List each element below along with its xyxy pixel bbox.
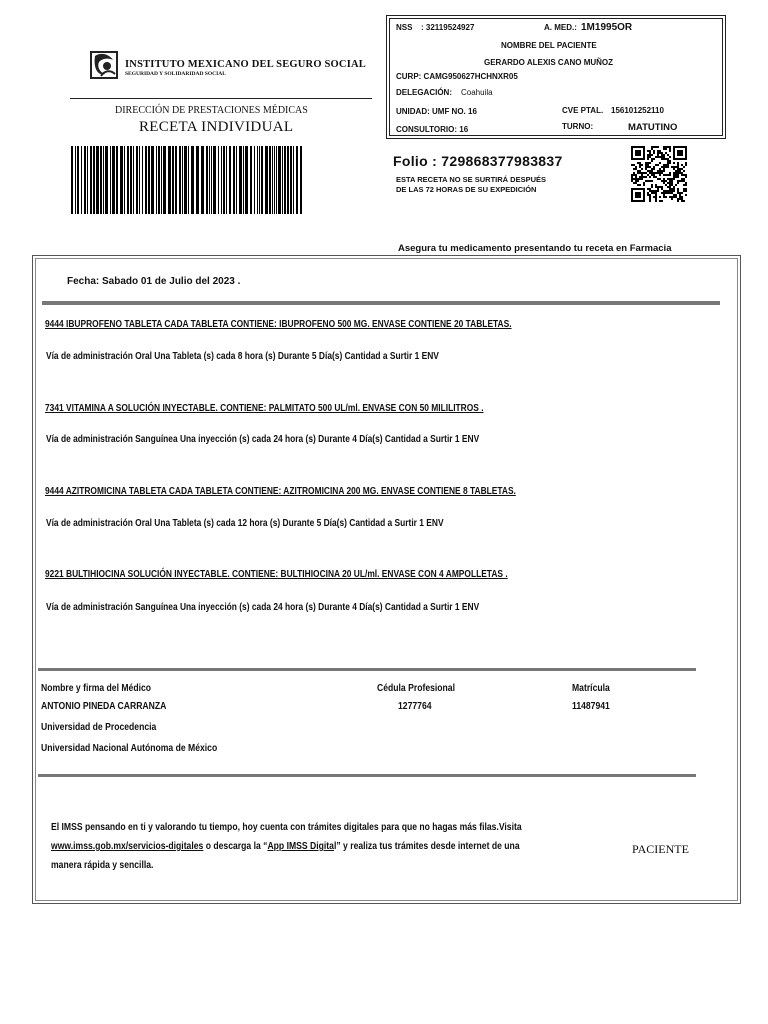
imss-notice-text: l” y realiza tus trámites desde internet de una [333, 840, 520, 852]
matricula-value: 11487941 [572, 700, 610, 712]
imss-notice-line2 [51, 840, 520, 852]
imss-notice-line1: El IMSS pensando en ti y valorando tu tiempo, hoy cuenta con trámites digitales para que no hagas más filas.Visita [51, 821, 522, 833]
form-title: RECETA INDIVIDUAL [139, 119, 294, 135]
section-divider [38, 668, 696, 671]
doctor-name-label: Nombre y firma del Médico [41, 682, 152, 694]
delegacion-value: Coahuila [461, 88, 493, 97]
medication-directions: Vía de administración Sanguínea Una inyección (s) cada 24 hora (s) Durante 4 Día(s) Cantidad a Surtir 1 ENV [46, 601, 480, 613]
imss-notice-text: o descarga la “ [203, 840, 268, 852]
medication-directions: Vía de administración Oral Una Tableta (s) cada 8 hora (s) Durante 5 Día(s) Cantidad a Surtir 1 ENV [46, 350, 439, 362]
expiry-notice-line2: DE LAS 72 HORAS DE SU EXPEDICIÓN [396, 185, 537, 194]
cve-label: CVE PTAL. [562, 106, 604, 115]
copy-label: PACIENTE [632, 842, 689, 856]
curp: CURP: CAMG950627HCHNXR05 [396, 72, 518, 81]
section-divider [38, 774, 696, 777]
cve-value: 156101252110 [611, 106, 664, 115]
app-name: App IMSS Digita [267, 840, 334, 852]
delegacion-label: DELEGACIÓN: [396, 88, 452, 97]
header-divider [70, 98, 372, 99]
medication-title: 9221 BULTIHIOCINA SOLUCIÓN INYECTABLE. CONTIENE: BULTIHIOCINA 20 UL/ml. ENVASE CON 4 AMPOLLETAS . [45, 568, 508, 580]
section-divider [42, 301, 720, 305]
nss-label: NSS [396, 23, 413, 32]
expiry-notice-line1: ESTA RECETA NO SE SURTIRÁ DESPUÉS [396, 175, 547, 184]
institution-subtitle: SEGURIDAD Y SOLIDARIDAD SOCIAL [125, 71, 226, 77]
barcode-icon [71, 146, 303, 214]
doctor-name: ANTONIO PINEDA CARRANZA [41, 700, 167, 712]
amed-value: 1M1995OR [581, 22, 633, 33]
amed-label: A. MED.: [544, 23, 577, 32]
imss-notice-line3: manera rápida y sencilla. [51, 859, 154, 871]
imss-logo-icon [87, 48, 121, 82]
patient-name: GERARDO ALEXIS CANO MUÑOZ [484, 58, 614, 67]
imss-digital-link[interactable]: www.imss.gob.mx/servicios-digitales [51, 840, 204, 852]
direction-label: DIRECCIÓN DE PRESTACIONES MÉDICAS [115, 105, 308, 116]
date: Fecha: Sabado 01 de Julio del 2023 . [67, 276, 241, 287]
university: Universidad Nacional Autónoma de México [41, 742, 218, 754]
medication-directions: Vía de administración Oral Una Tableta (s) cada 12 hora (s) Durante 5 Día(s) Cantidad a Surtir 1 ENV [46, 517, 444, 529]
medication-title: 9444 AZITROMICINA TABLETA CADA TABLETA CONTIENE: AZITROMICINA 200 MG. ENVASE CONTIENE 8 TABLETAS. [45, 485, 516, 497]
matricula-label: Matrícula [572, 682, 610, 694]
institution-name: INSTITUTO MEXICANO DEL SEGURO SOCIAL [125, 59, 366, 70]
unidad: UNIDAD: UMF NO. 16 [396, 107, 477, 116]
consultorio: CONSULTORIO: 16 [396, 125, 469, 134]
qr-code-icon [631, 146, 687, 202]
pharmacy-notice: Asegura tu medicamento presentando tu receta en Farmacia [398, 243, 672, 254]
medication-title: 9444 IBUPROFENO TABLETA CADA TABLETA CONTIENE: IBUPROFENO 500 MG. ENVASE CONTIENE 20 TABLETAS. [45, 318, 512, 330]
cedula-label: Cédula Profesional [377, 682, 455, 694]
turno-value: MATUTINO [628, 122, 678, 133]
turno-label: TURNO: [562, 122, 594, 131]
folio: Folio : 729868377983837 [393, 153, 563, 169]
nss-value: : 32119524927 [421, 23, 475, 32]
medication-title: 7341 VITAMINA A SOLUCIÓN INYECTABLE. CONTIENE: PALMITATO 500 UL/ml. ENVASE CON 50 MILILITROS . [45, 402, 484, 414]
medication-directions: Vía de administración Sanguínea Una inyección (s) cada 24 hora (s) Durante 4 Día(s) Cantidad a Surtir 1 ENV [46, 433, 480, 445]
procedencia-label: Universidad de Procedencia [41, 721, 157, 733]
cedula-value: 1277764 [398, 700, 432, 712]
patient-name-label: NOMBRE DEL PACIENTE [501, 41, 597, 50]
